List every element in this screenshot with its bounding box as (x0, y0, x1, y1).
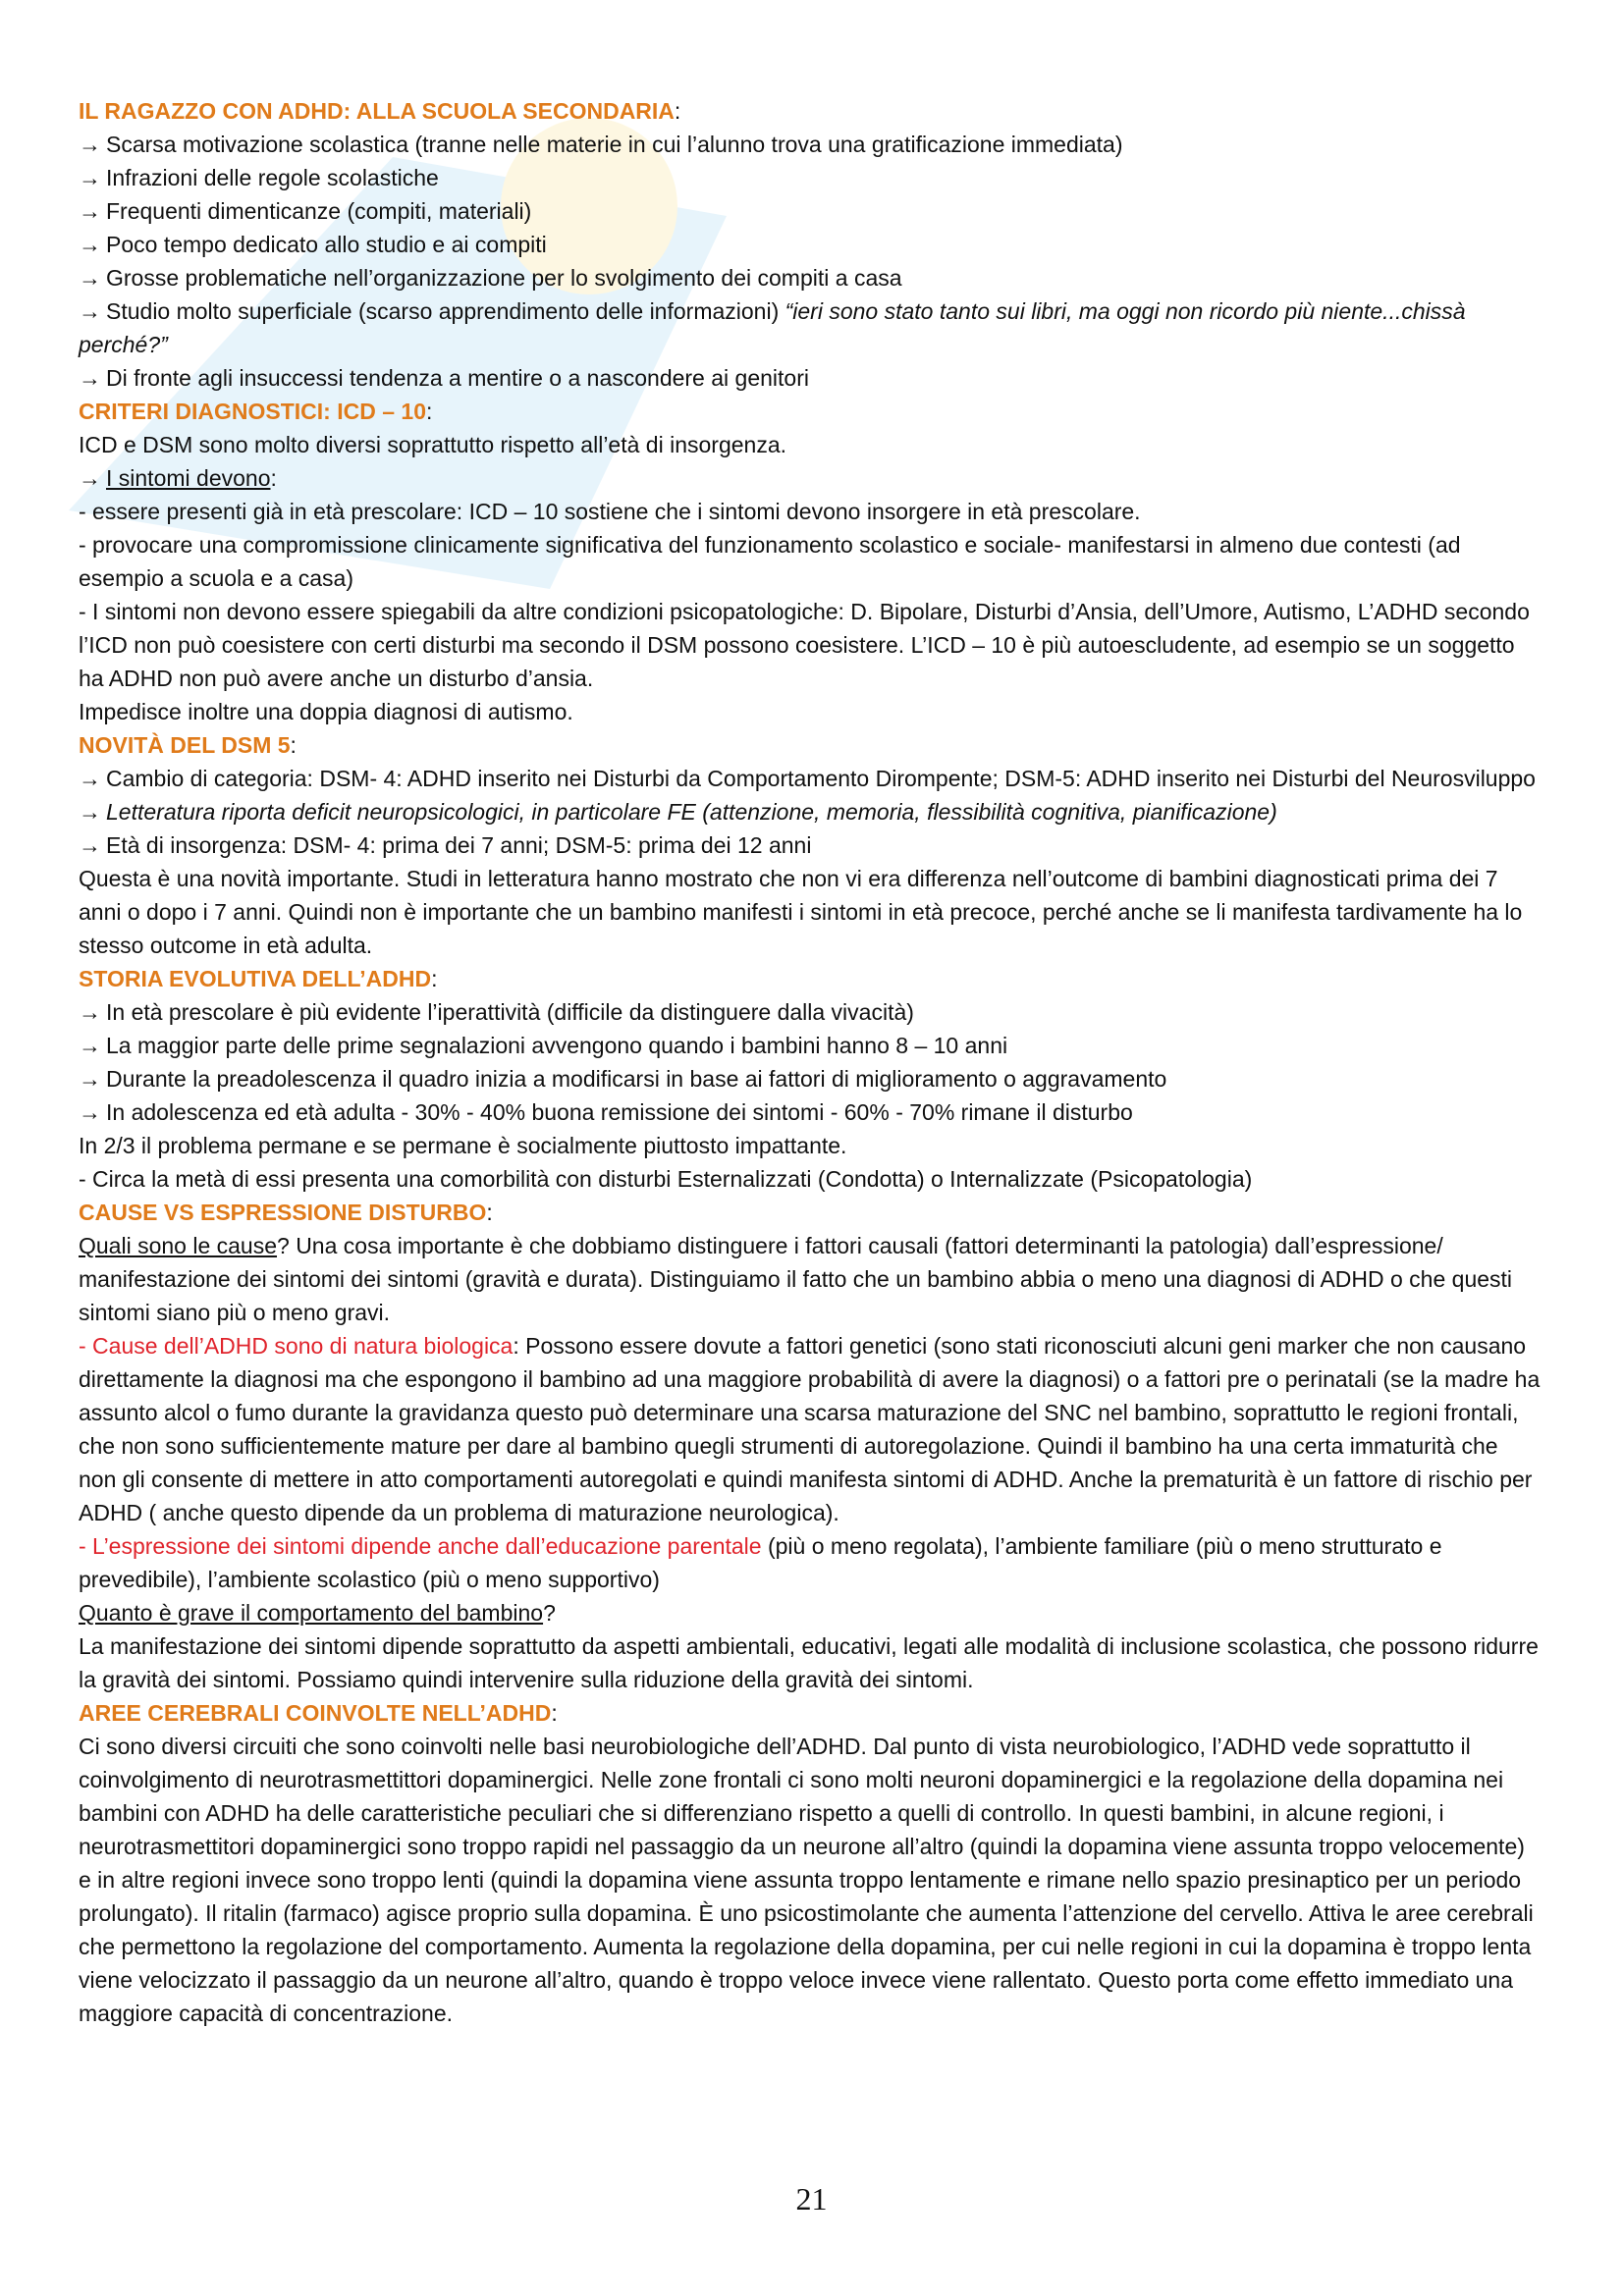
list-item: → In età prescolare è più evidente l’iperattività (difficile da distinguere dalla vivacità) (79, 995, 1542, 1029)
paragraph: La manifestazione dei sintomi dipende soprattutto da aspetti ambientali, educativi, legati alle modalità di inclusione scolastica, che possono ridurre la gravità dei sintomi. Possiamo quindi intervenire sulla riduzione della gravità dei sintomi. (79, 1633, 1539, 1692)
arrow-icon: → (79, 232, 101, 257)
question: Quanto è grave il comportamento del bambino? (79, 1600, 556, 1626)
paragraph: Quali sono le cause? Una cosa importante è che dobbiamo distinguere i fattori causali (fattori determinanti la patologia) dall’espressione/ manifestazione dei sintomi dei sintomi (gravità e durata). Distinguiamo il fatto che un bambino abbia o meno una diagnosi di ADHD o che questi sintomi siano più o meno gravi. (79, 1233, 1513, 1325)
list-item: → Età di insorgenza: DSM- 4: prima dei 7 anni; DSM-5: prima dei 12 anni (79, 828, 1542, 862)
document-page (79, 94, 1542, 2030)
section-heading: NOVITÀ DEL DSM 5: (79, 732, 297, 758)
list-item: → La maggior parte delle prime segnalazioni avvengono quando i bambini hanno 8 – 10 anni (79, 1029, 1542, 1062)
arrow-icon: → (79, 1099, 101, 1125)
paragraph: - L’espressione dei sintomi dipende anche dall’educazione parentale (più o meno regolata), l’ambiente familiare (più o meno strutturato e prevedibile), l’ambiente scolastico (più o meno supportivo) (79, 1533, 1442, 1592)
quote: “ieri sono stato tanto sui libri, ma oggi non ricordo più niente...chissà perché?” (79, 298, 1466, 357)
list-item: → Durante la preadolescenza il quadro inizia a modificarsi in base ai fattori di miglioramento o aggravamento (79, 1062, 1542, 1095)
arrow-icon: → (79, 832, 101, 858)
list-item: → Cambio di categoria: DSM- 4: ADHD inserito nei Disturbi da Comportamento Dirompente; DSM-5: ADHD inserito nei Disturbi del Neurosviluppo (79, 762, 1542, 795)
paragraph: Questa è una novità importante. Studi in letteratura hanno mostrato che non vi era differenza nell’outcome di bambini diagnosticati prima dei 7 anni o dopo i 7 anni. Quindi non è importante che un bambino manifesti i sintomi in età precoce, perché anche se li manifesta tardivamente ha lo stesso outcome in età adulta. (79, 866, 1523, 958)
paragraph: - Circa la metà di essi presenta una comorbilità con disturbi Esternalizzati (Condotta) o Internalizzate (Psicopatologia) (79, 1166, 1253, 1192)
arrow-icon: → (79, 465, 101, 491)
paragraph: - Cause dell’ADHD sono di natura biologica: Possono essere dovute a fattori genetici (sono stati riconosciuti alcuni geni marker che non causano direttamente la diagnosi ma che espongono il bambino ad una maggiore probabilità di avere la diagnosi) o a fattori pre o perinatali (se la madre ha assunto alcol o fumo durante la gravidanza questo può determinare una scarsa maturazione del SNC nel bambino, soprattutto le regioni frontali, che non sono sufficientemente mature per dare al bambino quegli strumenti di autoregolazione. Quindi il bambino ha una certa immaturità che non gli consente di mettere in atto comportamenti autoregolati e quindi manifesta sintomi di ADHD. Anche la prematurità è un fattore di rischio per ADHD ( anche questo dipende da un problema di maturazione neurologica). (79, 1333, 1541, 1525)
paragraph: Ci sono diversi circuiti che sono coinvolti nelle basi neurobiologiche dell’ADHD. Dal punto di vista neurobiologico, l’ADHD vede soprattutto il coinvolgimento di neurotrasmettittori dopaminergici. Nelle zone frontali ci sono molti neuroni dopaminergici e la regolazione della dopamina nei bambini con ADHD ha delle caratteristiche peculiari che si differenziano rispetto a quelli di controllo. In questi bambini, in alcune regioni, i neurotrasmettitori dopaminergici sono troppo rapidi nel passaggio da un neurone all’altro (quindi la dopamina viene assunta troppo velocemente) e in altre regioni invece sono troppo lenti (quindi la dopamina viene assunta troppo lentamente e rimane nello spazio presinaptico per un periodo prolungato). Il ritalin (farmaco) agisce proprio sulla dopamina. È uno psicostimolante che aumenta l’attenzione del cervello. Attiva le aree cerebrali che permettono la regolazione del comportamento. Aumenta la regolazione della dopamina, per cui nelle regioni in cui la dopamina è troppo lenta viene velocizzato il passaggio da un neurone all’altro, quando è troppo veloce invece viene rallentato. Questo porta come effetto immediato una maggiore capacità di concentrazione. (79, 1734, 1534, 2026)
arrow-icon: → (79, 799, 101, 825)
paragraph: - I sintomi non devono essere spiegabili da altre condizioni psicopatologiche: D. Bipolare, Disturbi d’Ansia, dell’Umore, Autismo, L’ADHD secondo l’ICD non può coesistere con certi disturbi ma secondo il DSM possono coesistere. L’ICD – 10 è più autoescludente, ad esempio se un soggetto ha ADHD non può avere anche un disturbo d’ansia. (79, 599, 1530, 691)
paragraph: ICD e DSM sono molto diversi soprattutto rispetto all’età di insorgenza. (79, 432, 786, 457)
section-heading: CRITERI DIAGNOSTICI: ICD – 10: (79, 399, 433, 424)
paragraph: In 2/3 il problema permane e se permane è socialmente piuttosto impattante. (79, 1133, 847, 1158)
section-heading: CAUSE VS ESPRESSIONE DISTURBO: (79, 1200, 493, 1225)
list-item: → Letteratura riporta deficit neuropsicologici, in particolare FE (attenzione, memoria, flessibilità cognitiva, pianificazione) (79, 795, 1542, 828)
list-item: → Poco tempo dedicato allo studio e ai compiti (79, 228, 1542, 261)
arrow-icon: → (79, 365, 101, 391)
list-item: → Infrazioni delle regole scolastiche (79, 161, 1542, 194)
list-item: → Grosse problematiche nell’organizzazione per lo svolgimento dei compiti a casa (79, 261, 1542, 294)
list-item: → Studio molto superficiale (scarso apprendimento delle informazioni) “ieri sono stato tanto sui libri, ma oggi non ricordo più niente...chissà perché?” (79, 294, 1542, 361)
arrow-icon: → (79, 1033, 101, 1058)
arrow-icon: → (79, 165, 101, 190)
arrow-icon: → (79, 132, 101, 157)
arrow-icon: → (79, 298, 101, 324)
paragraph: - essere presenti già in età prescolare: ICD – 10 sostiene che i sintomi devono insorgere in età prescolare. (79, 499, 1141, 524)
list-item: → Scarsa motivazione scolastica (tranne nelle materie in cui l’alunno trova una gratificazione immediata) (79, 128, 1542, 161)
section-heading: AREE CEREBRALI COINVOLTE NELL’ADHD: (79, 1700, 558, 1726)
arrow-icon: → (79, 766, 101, 791)
section-heading: STORIA EVOLUTIVA DELL’ADHD: (79, 966, 438, 991)
list-item: → In adolescenza ed età adulta - 30% - 40% buona remissione dei sintomi - 60% - 70% rimane il disturbo (79, 1095, 1542, 1129)
paragraph: Impedisce inoltre una doppia diagnosi di autismo. (79, 699, 573, 724)
section-heading: IL RAGAZZO CON ADHD: ALLA SCUOLA SECONDARIA: (79, 98, 681, 124)
list-item: → Di fronte agli insuccessi tendenza a mentire o a nascondere ai genitori (79, 361, 1542, 395)
list-item: → Frequenti dimenticanze (compiti, materiali) (79, 194, 1542, 228)
sub-heading: → I sintomi devono: (79, 461, 1542, 495)
arrow-icon: → (79, 1066, 101, 1092)
arrow-icon: → (79, 198, 101, 224)
arrow-icon: → (79, 999, 101, 1025)
paragraph: - provocare una compromissione clinicamente significativa del funzionamento scolastico e sociale- manifestarsi in almeno due contesti (ad esempio a scuola e a casa) (79, 532, 1461, 591)
page-number: 21 (795, 2181, 828, 2216)
arrow-icon: → (79, 265, 101, 291)
